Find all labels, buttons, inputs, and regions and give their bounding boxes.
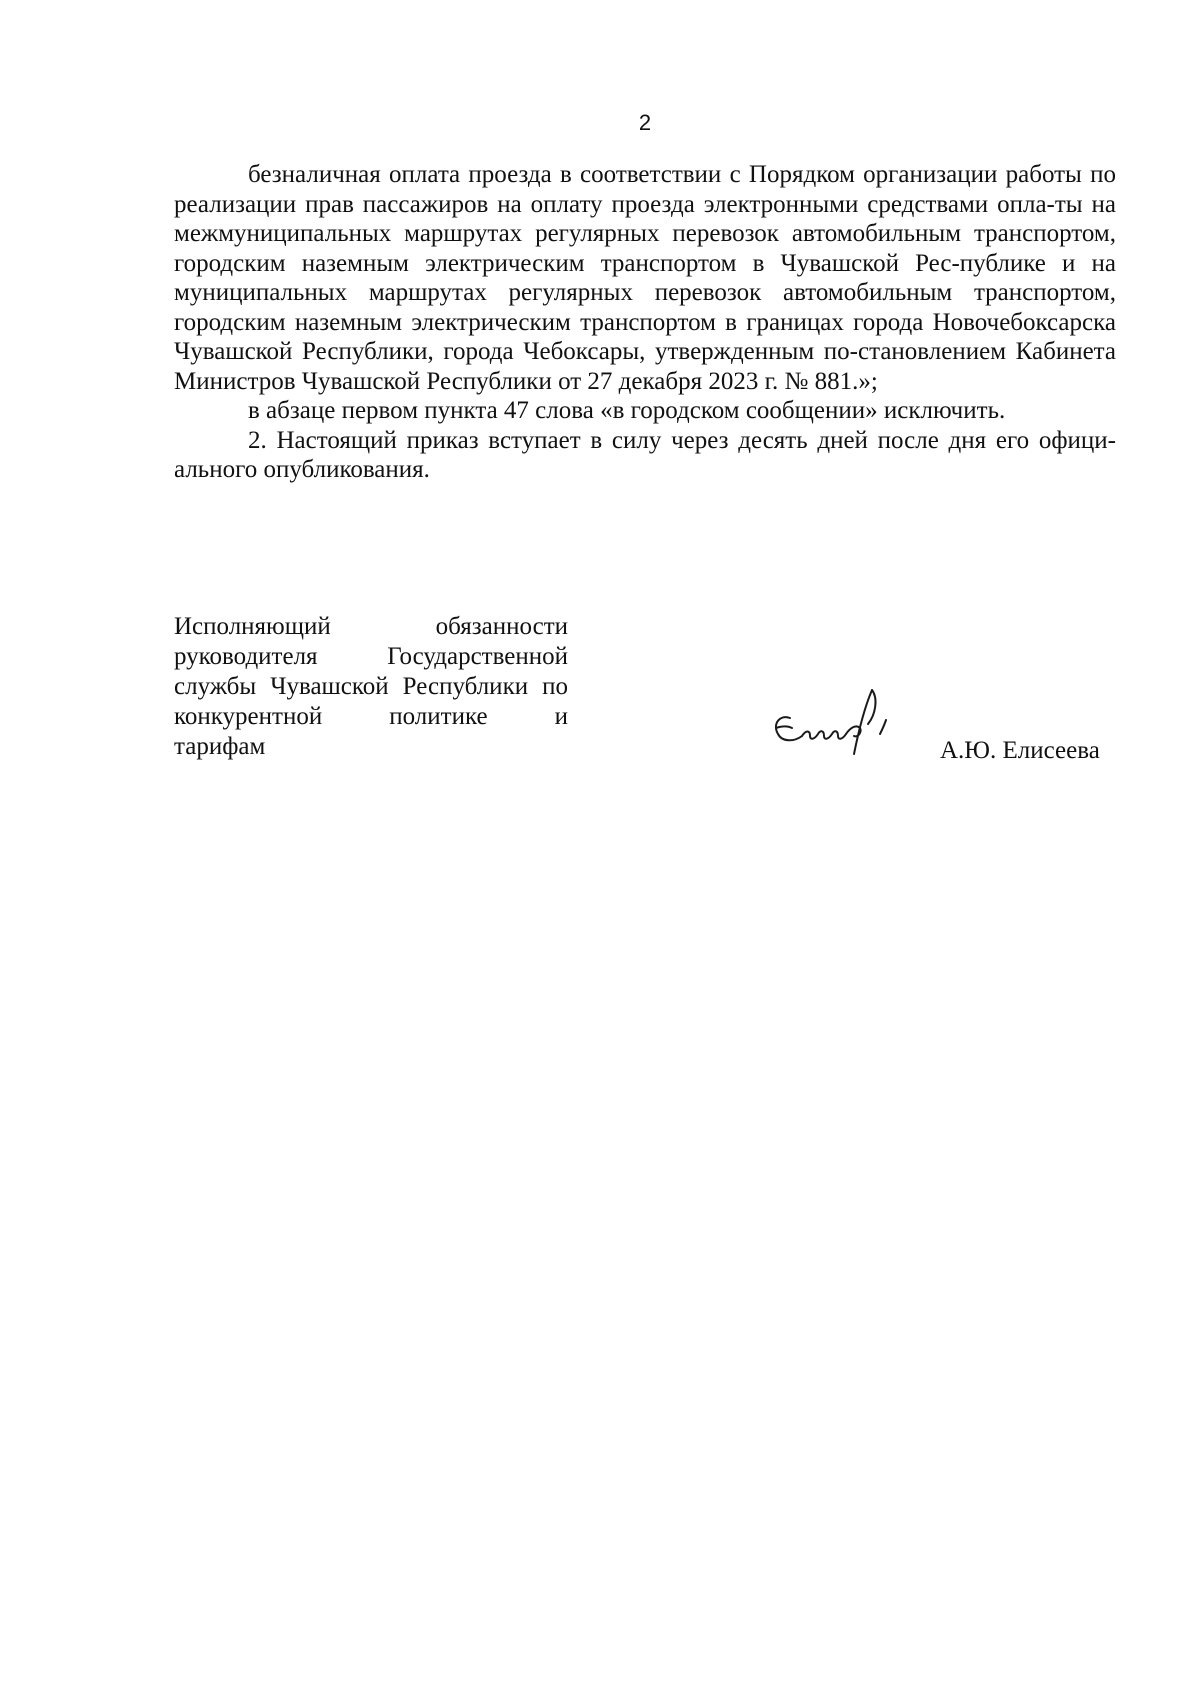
paragraph-amendment-47: в абзаце первом пункта 47 слова «в городском сообщении» исключить. bbox=[248, 397, 1006, 424]
handwritten-signature bbox=[768, 684, 908, 764]
paragraph-payment-order: безналичная оплата проезда в соответствии с Порядком организации работы по реализации прав пассажиров на оплату проезда электронными средствами опла-ты на межмуниципальных маршрутах регулярных перевозок автомобильным транспортом, городским наземным электрическим транспортом в Чувашской Рес-публике и на муниципальных маршрутах регулярных перевозок автомобильным транспортом, городским наземным электрическим транспортом в границах города Новочебоксарска Чувашской Республики, города Чебоксары, утвержденным по-становлением Кабинета Министров Чувашской Республики от 27 декабря 2023 г. № 881.»; bbox=[174, 161, 1116, 395]
document-body bbox=[174, 160, 1116, 485]
signer-position-line: конкурентной политике и bbox=[174, 703, 568, 730]
signer-position-line: руководителя Государственной bbox=[174, 643, 568, 670]
signer-position-line: службы Чувашской Республики по bbox=[174, 673, 568, 700]
signer-name: А.Ю. Елисеева bbox=[940, 737, 1100, 764]
paragraph-entry-into-force: 2. Настоящий приказ вступает в силу через десять дней после дня его офици-ального опубликования. bbox=[174, 426, 1116, 483]
signer-position bbox=[174, 612, 568, 762]
signer-position-line: тарифам bbox=[174, 733, 266, 760]
signer-position-line: Исполняющий обязанности bbox=[174, 613, 568, 640]
page-number: 2 bbox=[638, 110, 652, 135]
